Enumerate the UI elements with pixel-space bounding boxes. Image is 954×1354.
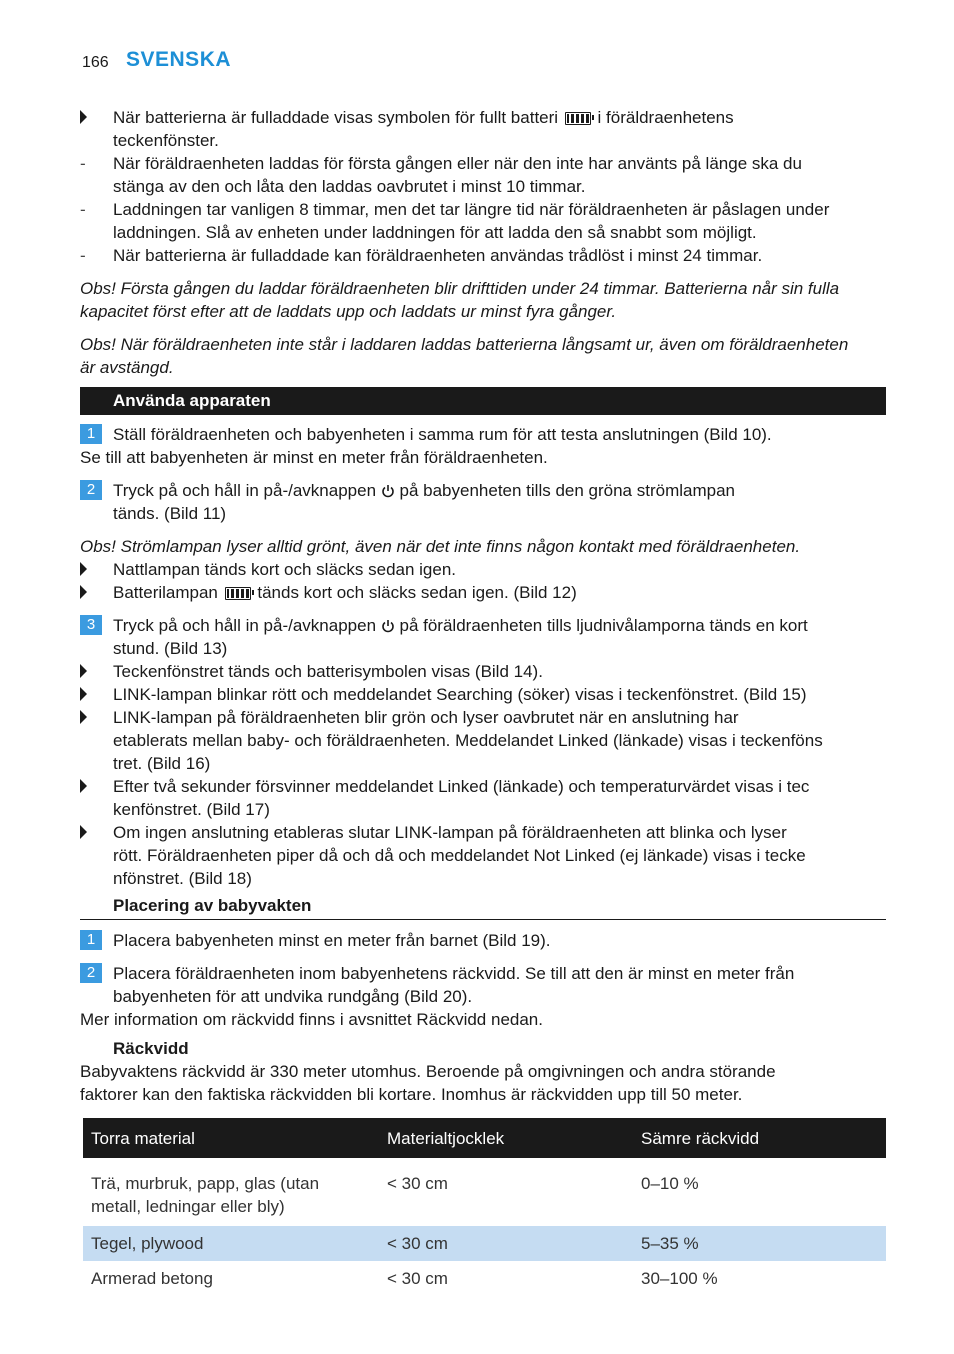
triangle-bullet-icon	[80, 779, 87, 793]
power-icon	[381, 484, 395, 498]
power-icon	[381, 619, 395, 633]
table-cell: Armerad betong	[91, 1269, 213, 1288]
table-cell: < 30 cm	[387, 1174, 448, 1193]
dash-item-charge-time: - Laddningen tar vanligen 8 timmar, men det tar längre tid när föräldraenheten är påslagen under laddningen. Slå av enheten under laddningen för att ladda den så snabbt som möjligt.	[80, 200, 830, 242]
placement-more-info: Mer information om räckvidd finns i avsnittet Räckvidd nedan.	[80, 1010, 543, 1029]
table-row	[83, 1261, 886, 1296]
bullet-night-light: Nattlampan tänds kort och släcks sedan igen.	[80, 558, 886, 581]
triangle-bullet-icon	[80, 710, 87, 724]
use-step-1: 1 Ställ föräldraenheten och babyenheten i samma rum för att testa anslutningen (Bild 10).	[80, 423, 886, 446]
step-number-badge: 2	[80, 480, 102, 500]
section-heading-placement: Placering av babyvakten	[80, 894, 886, 920]
triangle-bullet-icon	[80, 687, 87, 701]
triangle-bullet-icon	[80, 664, 87, 678]
table-cell: 30–100 %	[641, 1269, 718, 1288]
bullet-temperature: Efter två sekunder försvinner meddelandet Linked (länkade) och temperaturvärdet visas i tec kenfönstret. (Bild 17)	[80, 775, 886, 821]
section-heading-range: Räckvidd	[113, 1039, 189, 1058]
bullet-link-linked: LINK-lampan på föräldraenheten blir grön och lyser oavbrutet när en anslutning har etablerats mellan baby- och föräldraenheten. Meddelandet Linked (länkade) visas i teckenföns tret. (Bild 16)	[80, 706, 886, 775]
bullet-battery-light: Batterilampan tänds kort och släcks sedan igen. (Bild 12)	[80, 581, 886, 604]
step-number-badge: 3	[80, 615, 102, 635]
column-header: Torra material	[83, 1118, 379, 1158]
dash-bullet-icon: -	[80, 154, 86, 173]
page-number: 166	[82, 54, 109, 71]
column-header: Sämre räckvidd	[633, 1118, 886, 1158]
placement-step-2: 2 Placera föräldraenheten inom babyenhetens räckvidd. Se till att den är minst en meter från babyenheten för att undvika rundgång (Bild 20).	[80, 962, 886, 1008]
manual-page	[80, 48, 886, 1296]
table-cell: < 30 cm	[379, 1226, 633, 1261]
range-table	[83, 1118, 886, 1296]
table-cell: Tegel, plywood	[83, 1226, 379, 1261]
dash-item-first-charge: - När föräldraenheten laddas för första gången eller när den inte har använts på länge ska du stänga av den och låta den laddas oavbrutet i minst 10 timmar.	[80, 154, 802, 196]
triangle-bullet-icon	[80, 110, 87, 124]
table-row	[83, 1158, 886, 1226]
dash-bullet-icon: -	[80, 200, 86, 219]
step-number-badge: 1	[80, 424, 102, 444]
bullet-link-searching: LINK-lampan blinkar rött och meddelandet Searching (söker) visas i teckenfönstret. (Bild 15)	[80, 683, 886, 706]
table-cell: 0–10 %	[641, 1174, 699, 1193]
step-number-badge: 1	[80, 930, 102, 950]
bullet-battery-full: När batterierna är fulladdade visas symbolen för fullt batteri i föräldraenhetens teckenfönster.	[80, 106, 886, 152]
use-step-3: 3 Tryck på och håll in på-/avknappen på föräldraenheten tills ljudnivålamporna tänds en kort stund. (Bild 13)	[80, 614, 886, 660]
bullet-display-on: Teckenfönstret tänds och batterisymbolen visas (Bild 14).	[80, 660, 886, 683]
note-first-charge: Obs! Första gången du laddar föräldraenheten blir drifttiden under 24 timmar. Batterierna når sin fulla kapacitet först efter att de laddats upp och laddats ur minst fyra gånger.	[80, 279, 840, 321]
table-cell: Trä, murbruk, papp, glas (utan metall, ledningar eller bly)	[91, 1174, 320, 1216]
step-number-badge: 2	[80, 963, 102, 983]
note-discharge: Obs! När föräldraenheten inte står i laddaren laddas batterierna långsamt ur, även om föräldraenheten är avstängd.	[80, 335, 849, 377]
language-title: SVENSKA	[126, 48, 232, 71]
range-description: Babyvaktens räckvidd är 330 meter utomhus. Beroende på omgivningen och andra störande faktorer kan den faktiska räckvidden bli kortare. Inomhus är räckvidden upp till 50 meter.	[80, 1062, 776, 1104]
page-header	[80, 48, 886, 74]
placement-step-1: 1 Placera babyenheten minst en meter från barnet (Bild 19).	[80, 929, 886, 952]
use-step-2: 2 Tryck på och håll in på-/avknappen på babyenheten tills den gröna strömlampan tänds. (Bild 11)	[80, 479, 886, 525]
triangle-bullet-icon	[80, 562, 87, 576]
battery-icon	[225, 587, 251, 600]
table-cell: < 30 cm	[387, 1269, 448, 1288]
column-header: Materialtjocklek	[379, 1118, 633, 1158]
battery-full-icon	[565, 112, 591, 125]
dash-bullet-icon: -	[80, 246, 86, 265]
section-heading-use: Använda apparaten	[80, 387, 886, 415]
table-cell: 5–35 %	[633, 1226, 886, 1261]
bullet-not-linked: Om ingen anslutning etableras slutar LINK-lampan på föräldraenheten att blinka och lyser rött. Föräldraenheten piper då och då och meddelandet Not Linked (ej länkade) visas i tecke nfönstret. (Bild 18)	[80, 821, 886, 890]
triangle-bullet-icon	[80, 585, 87, 599]
table-header-row	[83, 1118, 886, 1158]
dash-item-cordless: - När batterierna är fulladdade kan föräldraenheten användas trådlöst i minst 24 timmar.	[80, 246, 763, 265]
note-power-light: Obs! Strömlampan lyser alltid grönt, även när det inte finns någon kontakt med föräldraenheten.	[80, 537, 801, 556]
use-step-1-detail: Se till att babyenheten är minst en meter från föräldraenheten.	[80, 448, 548, 467]
triangle-bullet-icon	[80, 825, 87, 839]
table-row	[83, 1226, 886, 1261]
